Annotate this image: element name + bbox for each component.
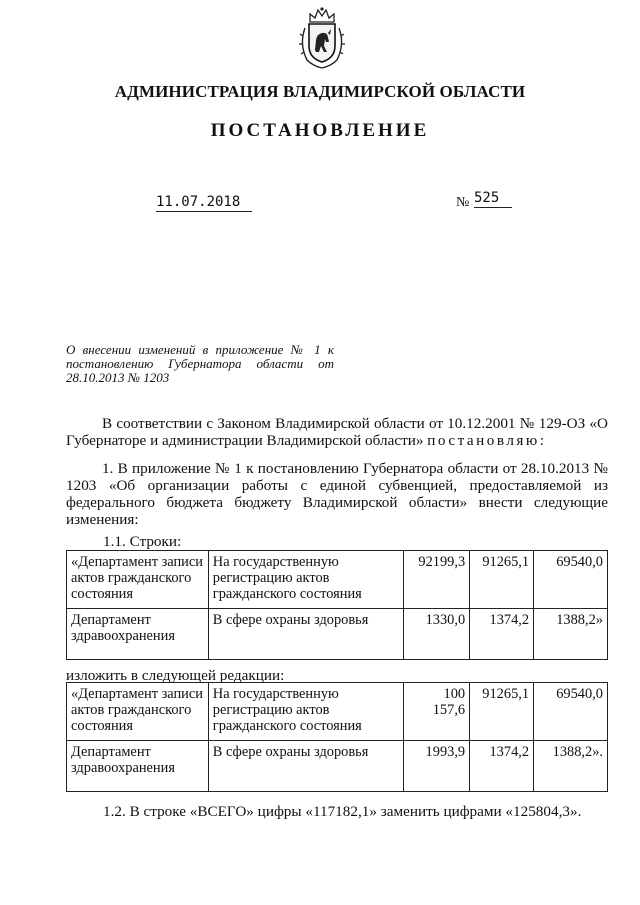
value-cell: 1388,2» <box>534 609 608 660</box>
value-cell: 92199,3 <box>404 551 470 609</box>
preamble-action: постановляю: <box>427 432 547 449</box>
coat-of-arms-icon <box>297 6 347 70</box>
document-type-heading: ПОСТАНОВЛЕНИЕ <box>210 120 430 141</box>
table-row <box>67 741 608 792</box>
value-cell: 69540,0 <box>534 551 608 609</box>
item-1-1-label: 1.1. Строки: <box>103 533 182 550</box>
value-cell: 1374,2 <box>470 741 534 792</box>
department-cell: «Департамент записи актов гражданского состояния <box>67 551 209 609</box>
table-row <box>67 683 608 741</box>
old-rows-table <box>66 550 608 660</box>
value-cell: 91265,1 <box>470 551 534 609</box>
department-cell: Департамент здравоохранения <box>67 609 209 660</box>
value-cell: 1388,2». <box>534 741 608 792</box>
item-1-paragraph <box>66 460 608 528</box>
table-row <box>67 609 608 660</box>
item-1-2-paragraph: 1.2. В строке «ВСЕГО» цифры «117182,1» заменить цифрами «125804,3». <box>103 803 582 820</box>
value-cell: 1993,9 <box>404 741 470 792</box>
replace-label: изложить в следующей редакции: <box>66 667 285 684</box>
purpose-cell: На государственную регистрацию актов гражданского состояния <box>208 683 403 741</box>
preamble-paragraph <box>66 415 608 449</box>
purpose-cell: В сфере охраны здоровья <box>208 609 403 660</box>
department-cell: «Департамент записи актов гражданского состояния <box>67 683 209 741</box>
new-rows-table <box>66 682 608 792</box>
preamble-text: В соответствии с Законом Владимирской области от 10.12.2001 № 129-ОЗ «О Губернаторе и администрации Владимирской области» <box>66 415 608 449</box>
table-row <box>67 551 608 609</box>
document-number-label: № <box>456 195 470 210</box>
department-cell: Департамент здравоохранения <box>67 741 209 792</box>
item-1-text: 1. В приложение № 1 к постановлению Губернатора области от 28.10.2013 № 1203 «Об организации работы с единой субвенцией, предоставляемой из федерального бюджета бюджету Владимирской области» внести следующие изменения: <box>66 460 608 528</box>
value-cell: 1374,2 <box>470 609 534 660</box>
purpose-cell: В сфере охраны здоровья <box>208 741 403 792</box>
document-date: 11.07.2018 <box>156 194 252 212</box>
organization-title: АДМИНИСТРАЦИЯ ВЛАДИМИРСКОЙ ОБЛАСТИ <box>114 82 526 101</box>
value-cell: 1330,0 <box>404 609 470 660</box>
document-subject: О внесении изменений в приложение № 1 к постановлению Губернатора области от 28.10.2013 № 1203 <box>66 342 334 385</box>
value-cell: 100 157,6 <box>404 683 470 741</box>
value-cell: 91265,1 <box>470 683 534 741</box>
value-cell: 69540,0 <box>534 683 608 741</box>
document-number: 525 <box>474 190 512 208</box>
purpose-cell: На государственную регистрацию актов гражданского состояния <box>208 551 403 609</box>
